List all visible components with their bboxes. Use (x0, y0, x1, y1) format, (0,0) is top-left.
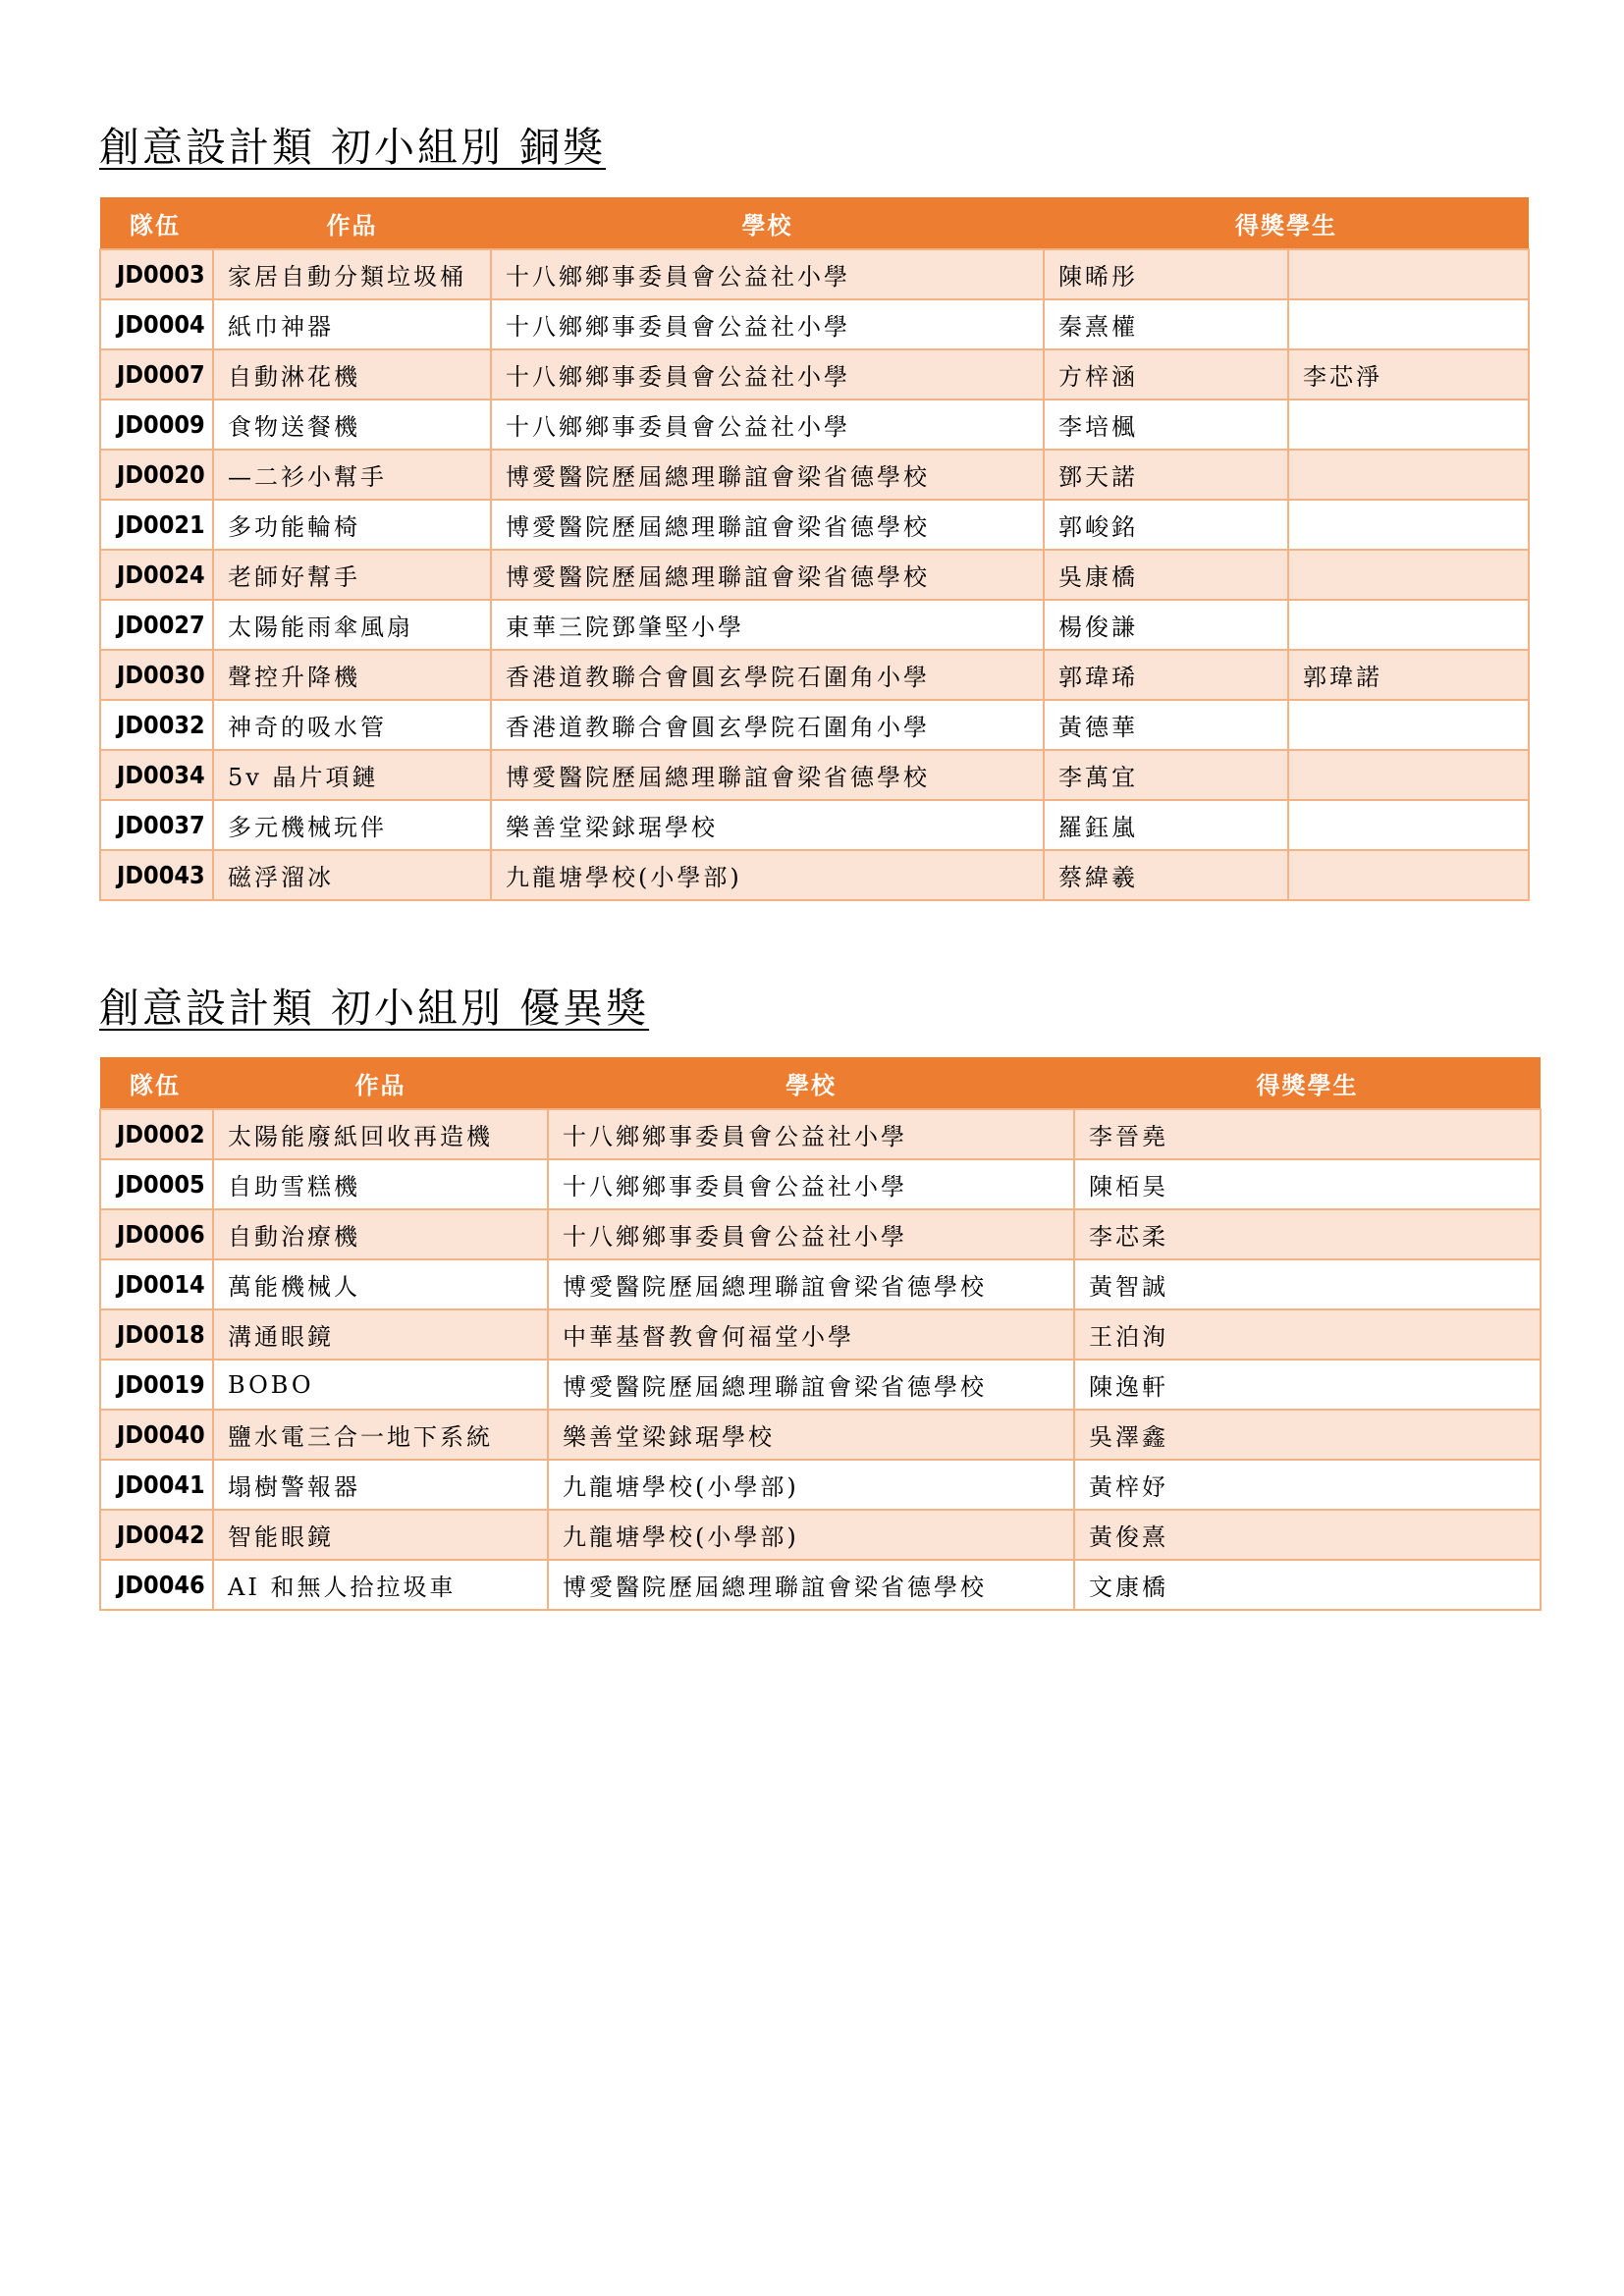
work-title-cell: 神奇的吸水管 (213, 700, 491, 750)
student-cell: 黃梓妤 (1074, 1460, 1541, 1510)
team-id-cell: JD0007 (100, 349, 213, 400)
table-row (100, 600, 1529, 650)
student-cell: 李晉堯 (1074, 1109, 1541, 1159)
table-row (100, 700, 1529, 750)
work-title-cell: 多元機械玩伴 (213, 800, 491, 850)
team-id-cell: JD0032 (100, 700, 213, 750)
student-cell: 郭瑋琋 (1044, 650, 1288, 700)
team-id-cell: JD0003 (100, 249, 213, 299)
work-title-cell: 多功能輪椅 (213, 500, 491, 550)
table-header-row (100, 197, 1529, 249)
work-title-cell: 5v 晶片項鏈 (213, 750, 491, 800)
student-cell (1288, 450, 1529, 500)
student-cell (1288, 800, 1529, 850)
student-cell (1288, 700, 1529, 750)
header-team: 隊伍 (100, 1057, 213, 1109)
student-cell: 楊俊謙 (1044, 600, 1288, 650)
team-id-cell: JD0030 (100, 650, 213, 700)
student-cell: 黃德華 (1044, 700, 1288, 750)
student-cell (1288, 400, 1529, 450)
school-cell: 博愛醫院歷屆總理聯誼會梁省德學校 (491, 450, 1044, 500)
team-id-cell: JD0041 (100, 1460, 213, 1510)
header-school: 學校 (548, 1057, 1074, 1109)
team-id-cell: JD0020 (100, 450, 213, 500)
school-cell: 樂善堂梁銶琚學校 (491, 800, 1044, 850)
work-title-cell: 老師好幫手 (213, 550, 491, 600)
work-title-cell: 自動淋花機 (213, 349, 491, 400)
table-row (100, 249, 1529, 299)
team-id-cell: JD0037 (100, 800, 213, 850)
school-cell: 十八鄉鄉事委員會公益社小學 (548, 1209, 1074, 1259)
header-students: 得獎學生 (1074, 1057, 1541, 1109)
student-cell: 羅鈺嵐 (1044, 800, 1288, 850)
school-cell: 博愛醫院歷屆總理聯誼會梁省德學校 (491, 750, 1044, 800)
team-id-cell: JD0040 (100, 1410, 213, 1460)
team-id-cell: JD0009 (100, 400, 213, 450)
team-id-cell: JD0042 (100, 1510, 213, 1560)
student-cell: 李芯淨 (1288, 349, 1529, 400)
work-title-cell: 磁浮溜冰 (213, 850, 491, 900)
team-id-cell: JD0002 (100, 1109, 213, 1159)
table-row (100, 750, 1529, 800)
student-cell (1288, 600, 1529, 650)
header-students: 得獎學生 (1044, 197, 1529, 249)
school-cell: 博愛醫院歷屆總理聯誼會梁省德學校 (548, 1360, 1074, 1410)
work-title-cell: 萬能機械人 (213, 1259, 548, 1309)
table-row (100, 1510, 1541, 1560)
school-cell: 十八鄉鄉事委員會公益社小學 (491, 400, 1044, 450)
work-title-cell: 智能眼鏡 (213, 1510, 548, 1560)
table-row (100, 349, 1529, 400)
table-row (100, 850, 1529, 900)
school-cell: 十八鄉鄉事委員會公益社小學 (548, 1109, 1074, 1159)
table-row (100, 1460, 1541, 1510)
table-row (100, 1109, 1541, 1159)
student-cell (1288, 299, 1529, 349)
team-id-cell: JD0046 (100, 1560, 213, 1610)
student-cell: 黃智誠 (1074, 1259, 1541, 1309)
student-cell: 王泊洵 (1074, 1309, 1541, 1360)
work-title-cell: BOBO (213, 1360, 548, 1410)
school-cell: 十八鄉鄉事委員會公益社小學 (491, 299, 1044, 349)
team-id-cell: JD0014 (100, 1259, 213, 1309)
school-cell: 十八鄉鄉事委員會公益社小學 (491, 349, 1044, 400)
merit-award-table (99, 1057, 1542, 1611)
student-cell (1288, 750, 1529, 800)
header-work: 作品 (213, 1057, 548, 1109)
school-cell: 中華基督教會何福堂小學 (548, 1309, 1074, 1360)
school-cell: 博愛醫院歷屆總理聯誼會梁省德學校 (491, 550, 1044, 600)
header-school: 學校 (491, 197, 1044, 249)
team-id-cell: JD0019 (100, 1360, 213, 1410)
student-cell: 郭峻銘 (1044, 500, 1288, 550)
table-row (100, 450, 1529, 500)
student-cell: 黃俊熹 (1074, 1510, 1541, 1560)
student-cell: 郭瑋諾 (1288, 650, 1529, 700)
school-cell: 東華三院鄧肇堅小學 (491, 600, 1044, 650)
table-row (100, 1309, 1541, 1360)
table-row (100, 650, 1529, 700)
school-cell: 十八鄉鄉事委員會公益社小學 (548, 1159, 1074, 1209)
work-title-cell: AI 和無人拾拉圾車 (213, 1560, 548, 1610)
work-title-cell: 太陽能雨傘風扇 (213, 600, 491, 650)
school-cell: 九龍塘學校(小學部) (548, 1460, 1074, 1510)
team-id-cell: JD0034 (100, 750, 213, 800)
student-cell: 李培楓 (1044, 400, 1288, 450)
student-cell: 吳澤鑫 (1074, 1410, 1541, 1460)
header-work: 作品 (213, 197, 491, 249)
team-id-cell: JD0027 (100, 600, 213, 650)
table-row (100, 299, 1529, 349)
student-cell (1288, 500, 1529, 550)
section-title-merit: 創意設計類 初小組別 優異獎 (99, 985, 650, 1032)
table-row (100, 1560, 1541, 1610)
student-cell (1288, 249, 1529, 299)
team-id-cell: JD0005 (100, 1159, 213, 1209)
team-id-cell: JD0043 (100, 850, 213, 900)
team-id-cell: JD0021 (100, 500, 213, 550)
student-cell (1288, 550, 1529, 600)
school-cell: 博愛醫院歷屆總理聯誼會梁省德學校 (548, 1259, 1074, 1309)
work-title-cell: 家居自動分類垃圾桶 (213, 249, 491, 299)
student-cell: 李芯柔 (1074, 1209, 1541, 1259)
team-id-cell: JD0024 (100, 550, 213, 600)
work-title-cell: 紙巾神器 (213, 299, 491, 349)
school-cell: 香港道教聯合會圓玄學院石圍角小學 (491, 650, 1044, 700)
table-row (100, 1410, 1541, 1460)
work-title-cell: 溝通眼鏡 (213, 1309, 548, 1360)
work-title-cell: 太陽能廢紙回收再造機 (213, 1109, 548, 1159)
student-cell: 陳晞彤 (1044, 249, 1288, 299)
team-id-cell: JD0004 (100, 299, 213, 349)
work-title-cell: 食物送餐機 (213, 400, 491, 450)
work-title-cell: 塌樹警報器 (213, 1460, 548, 1510)
student-cell: 文康橋 (1074, 1560, 1541, 1610)
school-cell: 香港道教聯合會圓玄學院石圍角小學 (491, 700, 1044, 750)
bronze-award-table (99, 197, 1530, 901)
student-cell: 吳康橋 (1044, 550, 1288, 600)
student-cell: 李萬宜 (1044, 750, 1288, 800)
school-cell: 九龍塘學校(小學部) (491, 850, 1044, 900)
work-title-cell: 自動治療機 (213, 1209, 548, 1259)
student-cell: 陳逸軒 (1074, 1360, 1541, 1410)
table-row (100, 1209, 1541, 1259)
student-cell: 鄧天諾 (1044, 450, 1288, 500)
table-row (100, 800, 1529, 850)
work-title-cell: 鹽水電三合一地下系統 (213, 1410, 548, 1460)
work-title-cell: 自助雪糕機 (213, 1159, 548, 1209)
table-row (100, 1159, 1541, 1209)
table-row (100, 1360, 1541, 1410)
team-id-cell: JD0018 (100, 1309, 213, 1360)
student-cell: 蔡緯羲 (1044, 850, 1288, 900)
table-row (100, 500, 1529, 550)
school-cell: 博愛醫院歷屆總理聯誼會梁省德學校 (548, 1560, 1074, 1610)
section-title-bronze: 創意設計類 初小組別 銅獎 (99, 124, 607, 171)
table-row (100, 400, 1529, 450)
school-cell: 十八鄉鄉事委員會公益社小學 (491, 249, 1044, 299)
student-cell: 方梓涵 (1044, 349, 1288, 400)
table-row (100, 1259, 1541, 1309)
student-cell (1288, 850, 1529, 900)
school-cell: 博愛醫院歷屆總理聯誼會梁省德學校 (491, 500, 1044, 550)
work-title-cell: 聲控升降機 (213, 650, 491, 700)
header-team: 隊伍 (100, 197, 213, 249)
school-cell: 樂善堂梁銶琚學校 (548, 1410, 1074, 1460)
team-id-cell: JD0006 (100, 1209, 213, 1259)
work-title-cell: —二衫小幫手 (213, 450, 491, 500)
student-cell: 陳栢昊 (1074, 1159, 1541, 1209)
table-header-row (100, 1057, 1541, 1109)
school-cell: 九龍塘學校(小學部) (548, 1510, 1074, 1560)
table-row (100, 550, 1529, 600)
student-cell: 秦熹權 (1044, 299, 1288, 349)
